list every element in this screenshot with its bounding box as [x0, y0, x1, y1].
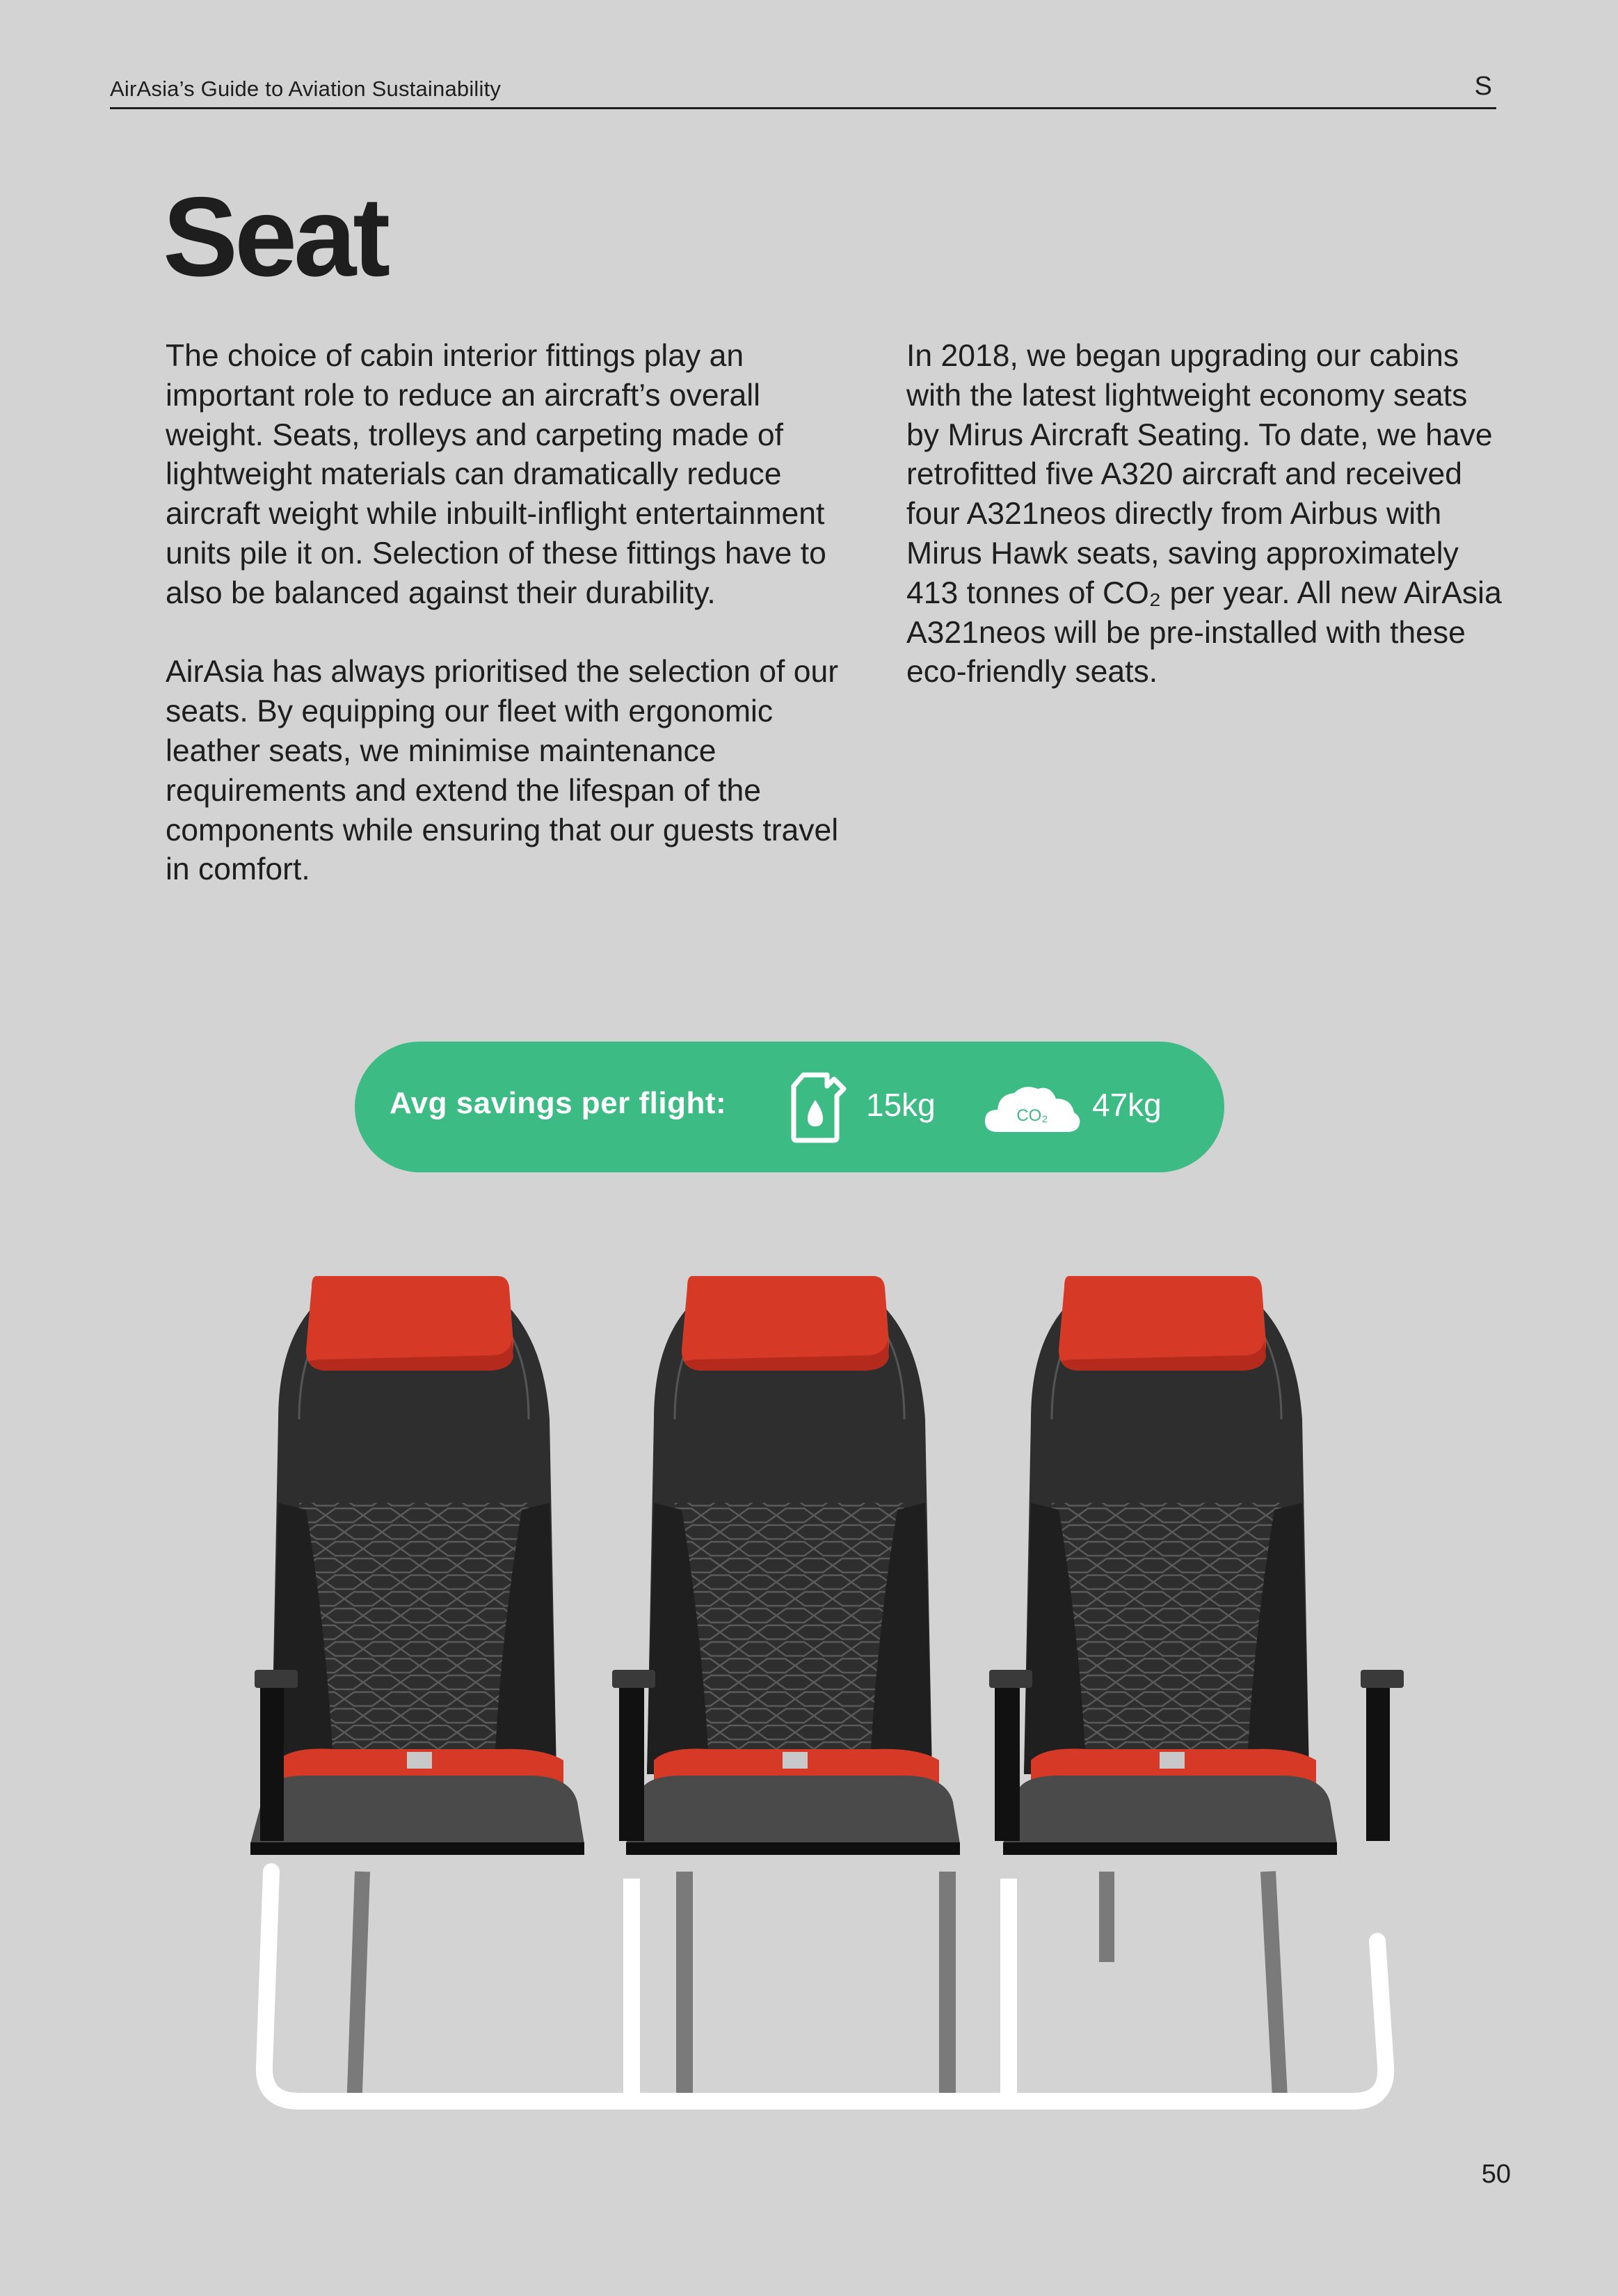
header-title: AirAsia’s Guide to Aviation Sustainability	[110, 77, 502, 101]
paragraph-cabin-fittings: The choice of cabin interior fittings play an important role to reduce an aircraft’s overall weight. Seats, trolleys and carpeting made of lightweight materials can dramatically reduce aircraft weight while inbuilt-inflight entertainment units pile it on. Selection of these fittings have to also be balanced against their durability.	[166, 339, 826, 610]
seat-middle	[626, 1276, 960, 1855]
body-column-right	[906, 337, 1505, 732]
body-column-left	[166, 337, 861, 930]
page-number: 50	[1481, 2160, 1511, 2189]
economy-seat-row-illustration	[250, 1273, 1405, 2126]
fuel-can-icon	[784, 1069, 847, 1147]
paragraph-mirus-seats: In 2018, we began upgrading our cabins with the latest lightweight economy seats by Mirus Aircraft Seating. To date, we have retrofitted five A320 aircraft and received four A321neos directly from Airbus with Mirus Hawk seats, saving approximately 413 tonnes of CO₂ per year. All new AirAsia A321neos will be pre-installed with these eco-friendly seats.	[906, 339, 1502, 689]
seat-legs	[346, 1871, 1288, 2108]
page-title: Seat	[163, 174, 387, 300]
seat-right	[1003, 1276, 1337, 1855]
fuel-saving-value: 15kg	[866, 1087, 936, 1123]
paragraph-seat-selection: AirAsia has always prioritised the selection of our seats. By equipping our fleet with ergonomic leather seats, we minimise maintenance requirements and extend the lifespan of the components while ensuring that our guests travel in comfort.	[166, 655, 839, 887]
seat-frame	[264, 1872, 1386, 2101]
running-header	[110, 64, 1496, 109]
seat-left	[250, 1276, 584, 1855]
co2-saving-value: 47kg	[1092, 1087, 1162, 1123]
savings-label: Avg savings per flight:	[390, 1086, 727, 1120]
section-letter: S	[1474, 72, 1492, 101]
co2-cloud-icon	[984, 1083, 1081, 1137]
savings-banner	[355, 1042, 1224, 1172]
co2-cloud-text: CO₂	[1016, 1106, 1048, 1125]
